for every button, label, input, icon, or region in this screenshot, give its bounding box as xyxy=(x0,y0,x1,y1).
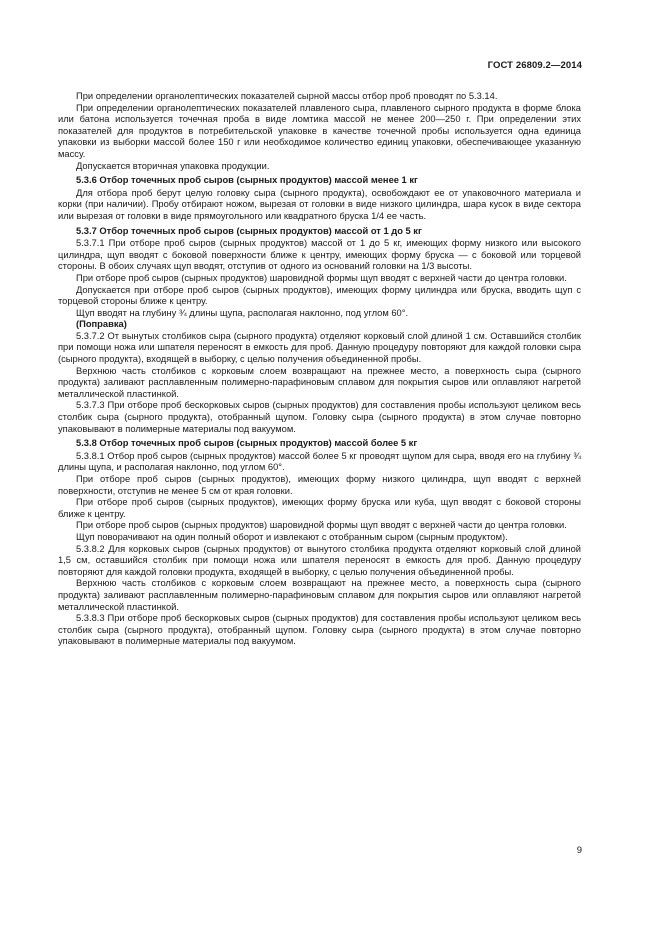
document-body xyxy=(58,91,581,648)
paragraph: Допускается при отборе проб сыров (сырных продуктов), имеющих форму цилиндра или бруска, вводить щуп с торцевой стороны ближе к центру. xyxy=(58,284,581,307)
section-heading-5-3-6: 5.3.6 Отбор точечных проб сыров (сырных продуктов) массой менее 1 кг xyxy=(76,175,418,186)
amendment-note: (Поправка) xyxy=(76,319,127,330)
page-number: 9 xyxy=(576,845,582,856)
paragraph: 5.3.7.3 При отборе проб бескорковых сыров (сырных продуктов) для составления пробы используют целиком весь столбик сыра (сырного продукта), отобранный щупом. Головку сыра (сырного продукта) в этом случае повторно упаковывают в полимерные материалы под вакуумом. xyxy=(58,400,581,434)
paragraph: Допускается вторичная упаковка продукции. xyxy=(76,160,270,171)
paragraph: 5.3.8.1 Отбор проб сыров (сырных продуктов) массой более 5 кг проводят щупом для сыра, вводя его на глубину ¾ длины щупа, и располагая наклонно, под углом 60°. xyxy=(58,450,581,473)
paragraph: При отборе проб сыров (сырных продуктов), имеющих форму бруска или куба, щуп вводят с боковой стороны ближе к центру. xyxy=(58,497,581,519)
paragraph: Для отбора проб берут целую головку сыра (сырного продукта), освобождают ее от упаковочного материала и корки (при наличии). Пробу отбирают ножом, вырезая от головки в виде низкого цилиндра, шара кусок в виде сектора или вырезая от головки в виде прямоугольного или квадратного бруска 1/4 ее часть. xyxy=(58,187,581,221)
paragraph: Верхнюю часть столбиков с корковым слоем возвращают на прежнее место, а поверхность сыра (сырного продукта) заливают расплавленным полимерно-парафиновым сплавом для покрытия сыров или оплавляют нагретой металлической пластинкой. xyxy=(58,365,581,399)
paragraph: Щуп поворачивают на один полный оборот и извлекают с отобранным сыром (сырным продуктом). xyxy=(76,531,508,542)
paragraph: Щуп вводят на глубину ¾ длины щупа, располагая наклонно, под углом 60°. xyxy=(76,307,409,318)
section-heading-5-3-7: 5.3.7 Отбор точечных проб сыров (сырных продуктов) массой от 1 до 5 кг xyxy=(76,225,422,236)
paragraph: При отборе проб сыров (сырных продуктов), имеющих форму низкого цилиндра, щуп вводят с верхней поверхности, отступив не менее 5 см от края головки. xyxy=(58,474,581,496)
paragraph: Верхнюю часть столбиков с корковым слоем возвращают на прежнее место, а поверхность сыра (сырного продукта) заливают расплавленным полимерно-парафиновым сплавом для покрытия сыров или оплавляют нагретой металлической пластинкой. xyxy=(58,578,581,612)
paragraph: 5.3.8.3 При отборе проб бескорковых сыров (сырных продуктов) для составления пробы используют целиком весь столбик сыра (сырного продукта), отобранный щупом. Головку сыра (сырного продукта) в этом случае повторно упаковывают в полимерные материалы под вакуумом. xyxy=(58,613,581,647)
paragraph: При отборе проб сыров (сырных продуктов) шаровидной формы щуп вводят с верхней части до центра головки. xyxy=(76,272,567,283)
paragraph: При определении органолептических показателей сырной массы отбор проб проводят по 5.3.14. xyxy=(76,91,498,101)
standard-header: ГОСТ 26809.2—2014 xyxy=(487,60,582,71)
paragraph: 5.3.8.2 Для корковых сыров (сырных продуктов) от вынутого столбика продукта отделяют корковый слой длиной 1,5 см, оставшийся столбик при помощи ножа или шпателя переносят в емкость для проб. Данную процедуру повторяют для каждой головки продукта, входящей в выборку, с целью получения объединенной пробы. xyxy=(58,543,581,577)
paragraph: 5.3.7.1 При отборе проб сыров (сырных продуктов) массой от 1 до 5 кг, имеющих форму низкого или высокого цилиндра, щуп вводят с боковой поверхности ближе к центру, имеющих форму бруска — с боковой или торцевой стороны. В обоих случаях щуп вводят, отступив от одного из оснований головки на 1/3 высоты. xyxy=(58,238,581,272)
paragraph: При отборе проб сыров (сырных продуктов) шаровидной формы щуп вводят с верхней части до центра головки. xyxy=(76,520,567,531)
section-heading-5-3-8: 5.3.8 Отбор точечных проб сыров (сырных продуктов) массой более 5 кг xyxy=(76,438,418,449)
paragraph: 5.3.7.2 От вынутых столбиков сыра (сырного продукта) отделяют корковый слой длиной 1 см. Оставшийся столбик при помощи ножа или шпателя переносят в емкость для проб. Данную процедуру повторяют для каждой головки сыра (сырного продукта), входящей в выборку, с целью получения объединенной пробы. xyxy=(58,330,581,365)
paragraph: При определении органолептических показателей плавленого сыра, плавленого сырного продукта в форме блока или батона используется точечная проба в виде ломтика массой не менее 200—250 г. При определении этих показателей для продуктов в потребительской упаковке в качестве точечной пробы используется одна единица упаковки из выборки массой более 150 г или необходимое количество единиц упаковки, обеспечивающее указанную массу. xyxy=(58,102,581,159)
